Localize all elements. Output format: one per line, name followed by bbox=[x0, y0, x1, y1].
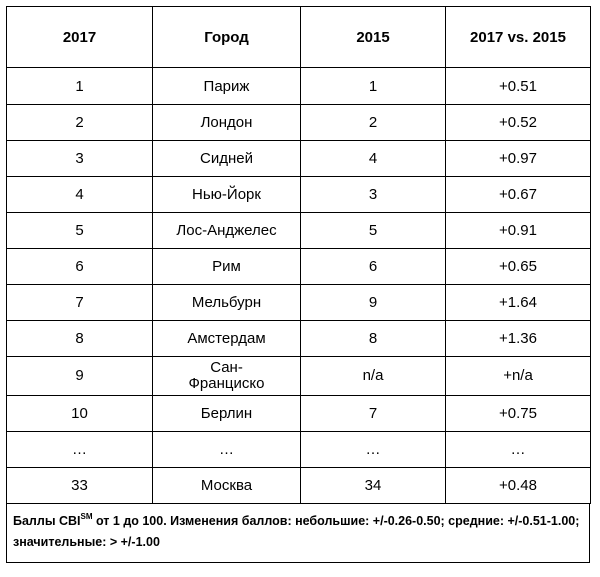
column-header-2015: 2015 bbox=[301, 7, 446, 68]
table-row bbox=[7, 357, 591, 396]
rank-2015-cell: 7 bbox=[301, 396, 446, 432]
rank-2015-cell: 1 bbox=[301, 68, 446, 105]
rank-2017-cell: 1 bbox=[7, 68, 153, 105]
table-row bbox=[7, 396, 591, 432]
rank-2017-cell: 6 bbox=[7, 249, 153, 285]
rank-2017-cell: 5 bbox=[7, 213, 153, 249]
column-header-change: 2017 vs. 2015 bbox=[446, 7, 591, 68]
table-header-row bbox=[7, 7, 591, 68]
table-row bbox=[7, 249, 591, 285]
rank-2017-cell: 4 bbox=[7, 177, 153, 213]
change-cell: +0.67 bbox=[446, 177, 591, 213]
table-row bbox=[7, 468, 591, 504]
rank-2015-cell: 8 bbox=[301, 321, 446, 357]
city-cell: Амстердам bbox=[153, 321, 301, 357]
change-cell: +1.64 bbox=[446, 285, 591, 321]
change-cell: +0.65 bbox=[446, 249, 591, 285]
change-cell: +0.75 bbox=[446, 396, 591, 432]
table-body bbox=[7, 68, 591, 504]
rank-2015-cell: 3 bbox=[301, 177, 446, 213]
rank-2017-cell: 10 bbox=[7, 396, 153, 432]
city-ranking-table bbox=[6, 6, 591, 504]
city-cell: Сидней bbox=[153, 141, 301, 177]
rank-2017-cell: 2 bbox=[7, 105, 153, 141]
city-cell: Рим bbox=[153, 249, 301, 285]
table-row bbox=[7, 177, 591, 213]
table-row bbox=[7, 141, 591, 177]
change-cell: +1.36 bbox=[446, 321, 591, 357]
column-header-city: Город bbox=[153, 7, 301, 68]
rank-2015-cell: 9 bbox=[301, 285, 446, 321]
change-cell: … bbox=[446, 432, 591, 468]
city-cell: Мельбурн bbox=[153, 285, 301, 321]
table-row bbox=[7, 432, 591, 468]
column-header-2017: 2017 bbox=[7, 7, 153, 68]
change-cell: +0.52 bbox=[446, 105, 591, 141]
city-cell: Лос-Анджелес bbox=[153, 213, 301, 249]
table-row bbox=[7, 105, 591, 141]
rank-2017-cell: 8 bbox=[7, 321, 153, 357]
change-cell: +0.48 bbox=[446, 468, 591, 504]
footnote-superscript: SM bbox=[80, 512, 93, 521]
rank-2015-cell: 4 bbox=[301, 141, 446, 177]
change-cell: +0.97 bbox=[446, 141, 591, 177]
city-cell: Сан- Франциско bbox=[153, 357, 301, 396]
footnote-prefix: Баллы CBI bbox=[13, 514, 81, 528]
change-cell: +n/a bbox=[446, 357, 591, 396]
rank-2017-cell: 7 bbox=[7, 285, 153, 321]
rank-2017-cell: … bbox=[7, 432, 153, 468]
rank-2015-cell: … bbox=[301, 432, 446, 468]
rank-2015-cell: 34 bbox=[301, 468, 446, 504]
rank-2015-cell: n/a bbox=[301, 357, 446, 396]
table-footnote bbox=[6, 504, 590, 563]
change-cell: +0.51 bbox=[446, 68, 591, 105]
city-cell: Париж bbox=[153, 68, 301, 105]
table-row bbox=[7, 213, 591, 249]
ranking-table-container bbox=[6, 6, 590, 563]
city-cell: Нью-Йорк bbox=[153, 177, 301, 213]
rank-2017-cell: 3 bbox=[7, 141, 153, 177]
table-row bbox=[7, 321, 591, 357]
table-row bbox=[7, 68, 591, 105]
city-cell: Лондон bbox=[153, 105, 301, 141]
table-row bbox=[7, 285, 591, 321]
rank-2017-cell: 33 bbox=[7, 468, 153, 504]
city-cell: … bbox=[153, 432, 301, 468]
city-cell: Москва bbox=[153, 468, 301, 504]
rank-2015-cell: 6 bbox=[301, 249, 446, 285]
city-cell: Берлин bbox=[153, 396, 301, 432]
footnote-text: от 1 до 100. Изменения баллов: небольшие: +/-0.26-0.50; средние: +/-0.51-1.00; значительные: > +/-1.00 bbox=[13, 514, 580, 549]
change-cell: +0.91 bbox=[446, 213, 591, 249]
rank-2017-cell: 9 bbox=[7, 357, 153, 396]
rank-2015-cell: 5 bbox=[301, 213, 446, 249]
rank-2015-cell: 2 bbox=[301, 105, 446, 141]
